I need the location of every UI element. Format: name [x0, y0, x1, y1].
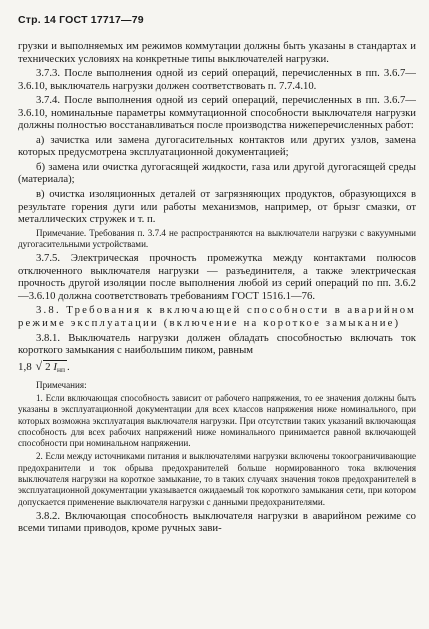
paragraph-3-7-3: 3.7.3. После выполнения одной из серий операций, перечисленных в пп. 3.6.7—3.6.10, выключатель нагрузки должен соответствовать п. 7.7.4.10. [18, 67, 416, 92]
list-item-v: в) очистка изоляционных деталей от загрязняющих продуктов, образующихся в результате горения дуги или работы механизмов, например, от брызг смазки, от металлических стружек и т. п. [18, 188, 416, 226]
paragraph-continuation: грузки и выполняемых им режимов коммутации должны быть указаны в стандартах и технических условиях на конкретные типы выключателей нагрузки. [18, 40, 416, 65]
formula-symbol: I [53, 360, 58, 373]
list-item-b: б) замена или очистка дугогасящей жидкости, газа или другой дугогасящей среды (материала); [18, 160, 416, 186]
paragraph-3-8-1: 3.8.1. Выключатель нагрузки должен обладать способностью включать ток короткого замыкания с наибольшим пиком, равным [18, 331, 416, 357]
formula-peak-current [18, 360, 416, 376]
formula-subscript: нп [57, 364, 66, 374]
paragraph-3-7-5: 3.7.5. Электрическая прочность промежутка между контактами полюсов отключенного выключателя нагрузки — разъединителя, а также электрическая прочность другой изоляции после выполнения любой из серий операций по пп. 3.6.2—3.6.10 должна соответствовать требованиям ГОСТ 1516.1—76. [18, 252, 416, 302]
note-2: 2. Если между источниками питания и выключателями нагрузки включены токоограничивающие предохранители и ток обрыва предохранителей больше нормированного тока включения выключателя нагрузки на короткое замыкание, то в таких случаях значения токов предохранителей в эксплуатационной документации указывается ожидаемый ток короткого замыкания сети, при котором допускается применение выключателя нагрузки с данными предохранителями. [18, 451, 416, 507]
paragraph-3-8-2: 3.8.2. Включающая способность выключателя нагрузки в аварийном режиме со всеми типами приводов, кроме ручных зави- [18, 509, 416, 535]
page-header: Стр. 14 ГОСТ 17717—79 [18, 14, 144, 26]
formula-trail: . [67, 360, 70, 373]
formula-coefficient: 1,8 [18, 360, 32, 373]
notes-heading: Примечания: [36, 379, 87, 390]
formula-radicand: 2 Iнп [45, 360, 66, 374]
list-item-a: а) зачистка или замена дугогасительных контактов или других узлов, замена которых предусмотрена эксплуатационной документацией; [18, 133, 416, 159]
section-heading-3-8: 3.8. Требования к включающей способности в аварийном режиме эксплуатации (включение на короткое замыкание) [18, 304, 416, 329]
note-3-7-4: Примечание. Требования п. 3.7.4 не распространяются на выключатели нагрузки с вакуумными дугогасительными устройствами. [18, 227, 416, 249]
document-body [18, 40, 416, 537]
note-1: 1. Если включающая способность зависит от рабочего напряжения, то ее значения должны быть указаны в эксплуатационной документации для всех классов напряжения ниже номинального, при которых возможна эксплуатация выключателя нагрузки. При отсутствии таких указаний включающая способность для всех рабочих напряжений ниже номинального принимается равной включающей способности при номинальном напряжении. [18, 392, 416, 449]
sqrt-icon: √ [35, 358, 43, 373]
paragraph-3-7-4: 3.7.4. После выполнения одной из серий операций, перечисленных в пп. 3.6.7—3.6.10, номинальные параметры коммутационной способности выключателя нагрузки должны полностью восстанавливаться после производства нижеперечисленных работ: [18, 94, 416, 132]
